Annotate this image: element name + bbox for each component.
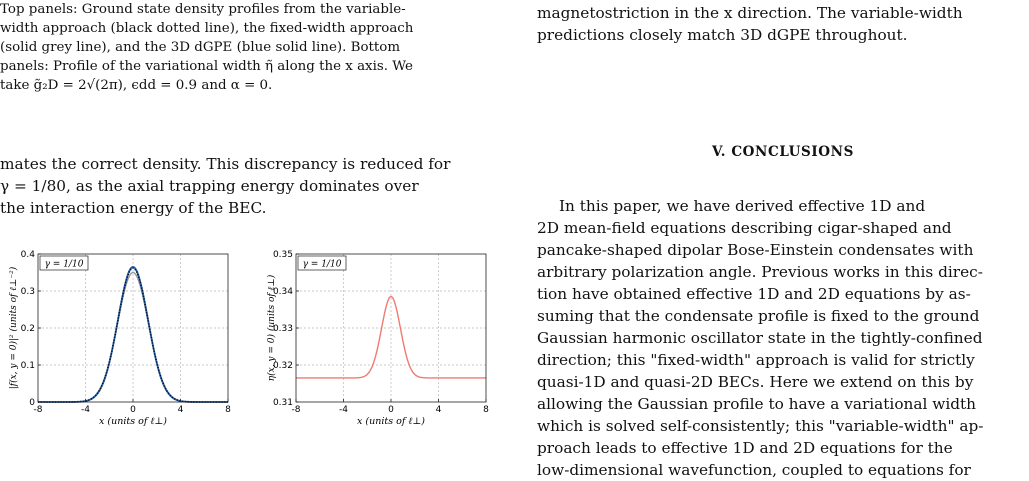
x-tick-label: 4 xyxy=(435,405,442,415)
y-tick-label: 0.33 xyxy=(272,324,293,334)
y-tick-label: 0.34 xyxy=(272,287,293,297)
y-tick-label: 0.3 xyxy=(20,287,35,297)
text-line: quasi-1D and quasi-2D BECs. Here we extend on this by xyxy=(537,373,974,391)
x-tick-label: 0 xyxy=(388,405,394,415)
width-plot-svg xyxy=(258,240,492,453)
y-tick-label: 0 xyxy=(29,398,35,408)
text-line: 2D mean-field equations describing cigar-shaped and xyxy=(537,219,952,237)
x-tick-label: 4 xyxy=(177,405,184,415)
text-line: γ = 1/80, as the axial trapping energy dominates over xyxy=(0,177,419,195)
y-tick-label: 0.4 xyxy=(20,250,35,260)
caption-line: (solid grey line), and the 3D dGPE (blue solid line). Bottom xyxy=(0,40,401,55)
x-tick-label: -8 xyxy=(33,405,43,415)
section-heading: V. CONCLUSIONS xyxy=(712,144,854,160)
text-line: pancake-shaped dipolar Bose-Einstein condensates with xyxy=(537,241,974,259)
figure-caption xyxy=(0,0,492,95)
text-line: allowing the Gaussian profile to have a variational width xyxy=(537,395,977,413)
text-line: predictions closely match 3D dGPE throughout. xyxy=(537,26,908,44)
paragraph-density-discussion xyxy=(0,153,492,219)
density-plot-svg xyxy=(0,240,250,453)
text-line: mates the correct density. This discrepancy is reduced for xyxy=(0,155,451,173)
text-line: In this paper, we have derived effective 1D and xyxy=(559,197,926,215)
caption-line: Top panels: Ground state density profiles from the variable- xyxy=(0,2,406,17)
paragraph-conclusions xyxy=(537,195,1029,481)
y-tick-label: 0.2 xyxy=(20,324,35,334)
x-tick-label: -8 xyxy=(291,405,301,415)
y-axis-label: |f(x, y = 0)|² (units of ℓ⊥⁻²) xyxy=(9,266,19,390)
legend-label: γ = 1/10 xyxy=(302,259,342,270)
text-line: arbitrary polarization angle. Previous works in this direc- xyxy=(537,263,983,281)
text-line: direction; this "fixed-width" approach is valid for strictly xyxy=(537,351,975,369)
legend-label: γ = 1/10 xyxy=(44,259,84,270)
text-line: suming that the condensate profile is fixed to the ground xyxy=(537,307,980,325)
width-plot xyxy=(258,240,492,457)
caption-line: take g̃₂D = 2√(2π), ϵdd = 0.9 and α = 0. xyxy=(0,78,273,93)
y-tick-label: 0.35 xyxy=(272,250,293,260)
text-line: which is solved self-consistently; this "variable-width" ap- xyxy=(537,417,984,435)
x-tick-label: -4 xyxy=(81,405,90,415)
text-line: the interaction energy of the BEC. xyxy=(0,199,267,217)
text-line: magnetostriction in the x direction. The variable-width xyxy=(537,4,963,22)
series-line-red-solid xyxy=(296,297,486,378)
x-axis-label: x (units of ℓ⊥) xyxy=(99,416,167,427)
text-line: low-dimensional wavefunction, coupled to equations for xyxy=(537,461,971,479)
x-tick-label: 8 xyxy=(483,405,489,415)
text-line: Gaussian harmonic oscillator state in the tightly-confined xyxy=(537,329,983,347)
x-axis-label: x (units of ℓ⊥) xyxy=(357,416,425,427)
x-tick-label: 0 xyxy=(130,405,136,415)
left-column xyxy=(0,0,492,427)
caption-line: panels: Profile of the variational width η̃ along the x axis. We xyxy=(0,59,413,74)
y-tick-label: 0.31 xyxy=(272,398,293,408)
x-tick-label: 8 xyxy=(225,405,231,415)
density-plot xyxy=(0,240,250,457)
paragraph-magnetostriction xyxy=(537,2,1029,46)
y-tick-label: 0.1 xyxy=(20,361,35,371)
caption-line: width approach (black dotted line), the fixed-width approach xyxy=(0,21,414,36)
text-line: proach leads to effective 1D and 2D equations for the xyxy=(537,439,953,457)
y-axis-label: η(x, y = 0) (units of ℓ⊥) xyxy=(267,274,277,382)
text-line: tion have obtained effective 1D and 2D equations by as- xyxy=(537,285,971,303)
x-tick-label: -4 xyxy=(339,405,348,415)
y-tick-label: 0.32 xyxy=(272,361,293,371)
